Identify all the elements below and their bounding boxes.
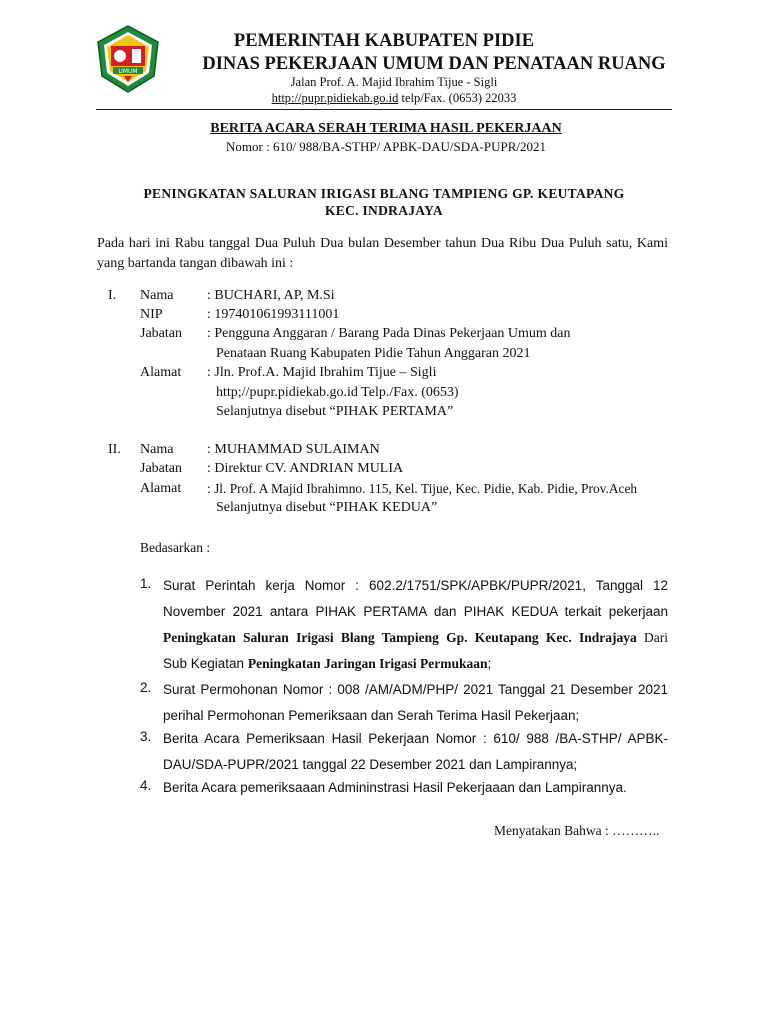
party1-jabatan-continued: Penataan Ruang Kabupaten Pidie Tahun Anggaran 2021 xyxy=(216,346,531,361)
party1-alamat-value: : Jln. Prof.A. Majid Ibrahim Tijue – Sigli xyxy=(207,365,437,380)
list-item-line: November 2021 antara PIHAK PERTAMA dan PIHAK KEDUA terkait pekerjaan xyxy=(163,604,668,619)
header-phone: telp/Fax. (0653) 22033 xyxy=(398,91,517,105)
project-name-bold: Peningkatan Saluran Irigasi Blang Tampieng Gp. Keutapang Kec. Indrajaya xyxy=(163,630,637,645)
list-item-text xyxy=(163,726,668,778)
party1-jabatan-value: : Pengguna Anggaran / Barang Pada Dinas Pekerjaan Umum dan xyxy=(207,326,571,341)
intro-line1: Pada hari ini Rabu tanggal Dua Puluh Dua bulan Desember tahun Dua Ribu Dua Puluh satu, Kami xyxy=(97,236,668,251)
header-agency-name: DINAS PEKERJAAN UMUM DAN PENATAAN RUANG xyxy=(202,54,666,74)
party2-alamat-value: : Jl. Prof. A Majid Ibrahimno. 115, Kel. Tijue, Kec. Pidie, Kab. Pidie, Prov.Aceh xyxy=(207,481,638,496)
party1-alamat-label: Alamat xyxy=(140,365,182,380)
list-item-line: DAU/SDA-PUPR/2021 tanggal 22 Desember 2021 dan Lampirannya; xyxy=(163,757,578,772)
header-contact xyxy=(10,91,768,106)
list-item-number: 4. xyxy=(140,778,152,793)
project-title-line1: PENINGKATAN SALURAN IRIGASI BLANG TAMPIENG GP. KEUTAPANG xyxy=(143,186,625,201)
list-item-number: 1. xyxy=(140,576,152,591)
closing-statement: Menyatakan Bahwa : ……….. xyxy=(494,823,660,838)
party2-jabatan-value: : Direktur CV. ANDRIAN MULIA xyxy=(207,461,404,476)
party2-jabatan-label: Jabatan xyxy=(140,461,182,476)
party1-jabatan-label: Jabatan xyxy=(140,326,182,341)
party1-number: I. xyxy=(108,288,117,303)
list-item-text-rest: Dari xyxy=(636,630,668,645)
party2-designation: Selanjutnya disebut “PIHAK KEDUA” xyxy=(216,500,438,515)
party1-nip-value: : 197401061993111001 xyxy=(207,307,340,322)
list-item-text xyxy=(163,573,668,677)
party2-nama-label: Nama xyxy=(140,442,174,457)
header-divider xyxy=(96,109,672,110)
party1-nama-value: : BUCHARI, AP, M.Si xyxy=(207,288,335,303)
party1-designation: Selanjutnya disebut “PIHAK PERTAMA” xyxy=(216,404,454,419)
website-link[interactable]: http://pupr.pidiekab.go.id xyxy=(271,91,399,105)
header-address: Jalan Prof. A. Majid Ibrahim Tijue - Sigli xyxy=(290,75,498,89)
list-item-line: Surat Permohonan Nomor : 008 /AM/ADM/PHP/ 2021 Tanggal 21 Desember 2021 xyxy=(163,682,668,697)
list-item-number: 2. xyxy=(140,680,152,695)
list-item-text-post: ; xyxy=(487,656,492,671)
document-number: Nomor : 610/ 988/BA-STHP/ APBK-DAU/SDA-PUPR/2021 xyxy=(226,139,546,154)
basis-label: Bedasarkan : xyxy=(140,540,211,555)
party1-alamat-web: http;//pupr.pidiekab.go.id Telp./Fax. (0653) xyxy=(216,385,459,400)
list-item-line: Berita Acara pemeriksaaan Admininstrasi Hasil Pekerjaaan dan Lampirannya. xyxy=(163,780,627,795)
list-item-line: Berita Acara Pemeriksaan Hasil Pekerjaan Nomor : 610/ 988 /BA-STHP/ APBK- xyxy=(163,731,668,746)
party2-alamat-label: Alamat xyxy=(140,481,182,496)
list-item-line xyxy=(163,651,668,677)
header-government-name: PEMERINTAH KABUPATEN PIDIE xyxy=(233,31,535,51)
party1-nama-label: Nama xyxy=(140,288,174,303)
list-item-text xyxy=(163,775,668,801)
list-item-text-pre: Sub Kegiatan xyxy=(163,656,248,671)
intro-line2: yang bartanda tangan dibawah ini : xyxy=(97,256,294,271)
project-title-line2: KEC. INDRAJAYA xyxy=(325,203,443,218)
list-item-line: perihal Permohonan Pemeriksaan dan Serah Terima Hasil Pekerjaan; xyxy=(163,708,580,723)
party1-nip-label: NIP xyxy=(140,307,163,322)
logo-text: UMUM xyxy=(118,68,138,75)
list-item-line xyxy=(163,625,668,651)
sub-activity-bold: Peningkatan Jaringan Irigasi Permukaan xyxy=(247,656,488,671)
list-item-number: 3. xyxy=(140,729,152,744)
party2-nama-value: : MUHAMMAD SULAIMAN xyxy=(207,442,380,457)
document-title: BERITA ACARA SERAH TERIMA HASIL PEKERJAAN xyxy=(210,121,562,136)
party2-number: II. xyxy=(108,442,121,457)
list-item-text xyxy=(163,677,668,729)
list-item-line: Surat Perintah kerja Nomor : 602.2/1751/SPK/APBK/PUPR/2021, Tanggal 12 xyxy=(163,578,668,593)
